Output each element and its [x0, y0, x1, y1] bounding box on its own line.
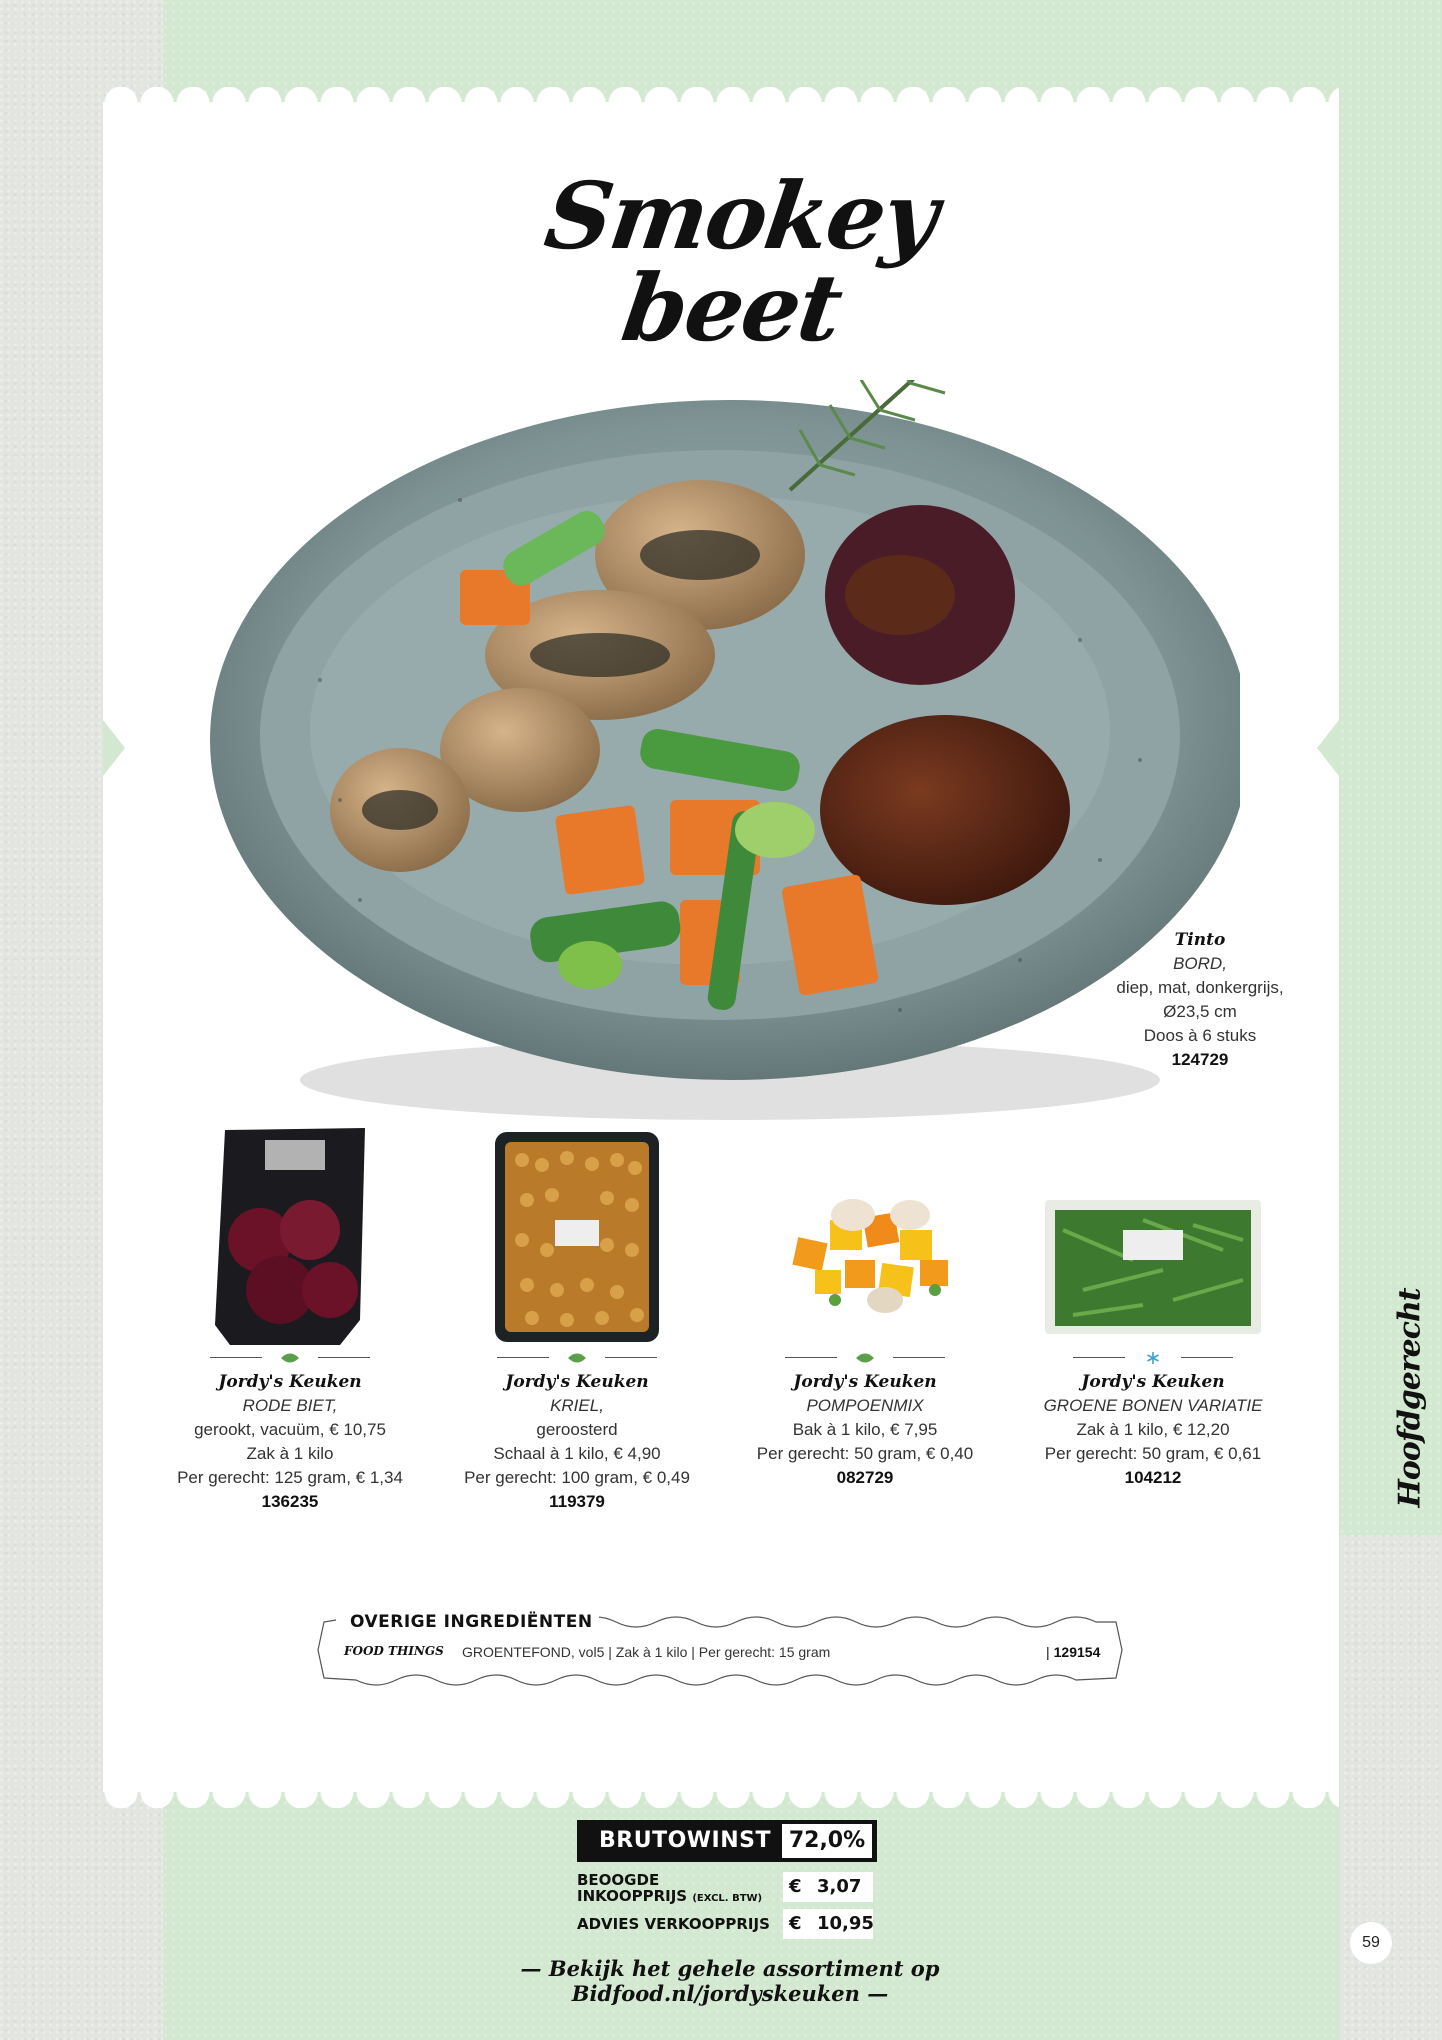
- card-scallop-top: [103, 87, 1339, 103]
- product-line: gerookt, vacuüm, € 10,75: [194, 1420, 386, 1439]
- plate-pack: Doos à 6 stuks: [1143, 1026, 1257, 1045]
- leaf-icon: [855, 1352, 875, 1364]
- gross-margin-label: BRUTOWINST: [599, 1828, 771, 1853]
- product-divider: [1073, 1352, 1233, 1364]
- purchase-price-label: [577, 1872, 762, 1907]
- purchase-currency: €: [789, 1876, 802, 1897]
- product-code: 119379: [549, 1492, 605, 1511]
- product-name: KRIEL,: [550, 1396, 604, 1415]
- card-notch-left: [103, 720, 125, 776]
- purchase-label-line-1: BEOOGDE: [577, 1871, 660, 1889]
- gross-margin-row: [577, 1820, 877, 1862]
- section-label: [1370, 1288, 1430, 1510]
- plate-illustration: [200, 380, 1240, 1140]
- product-brand: Jordy's Keuken: [505, 1372, 649, 1392]
- title-line-1: Smokey: [538, 162, 943, 270]
- purchase-label-note: (EXCL. BTW): [692, 1893, 763, 1904]
- recipe-title: [527, 162, 943, 362]
- product-code: 104212: [1124, 1468, 1182, 1487]
- product-line: Bak à 1 kilo, € 7,95: [792, 1420, 938, 1439]
- title-line-2: beet: [615, 254, 848, 362]
- snowflake-icon: [1143, 1352, 1163, 1364]
- plate-description: diep, mat, donkergrijs,: [1116, 978, 1284, 997]
- footer-cta[interactable]: — Bekijk het gehele assortiment op Bidfood.nl/jordyskeuken —: [520, 1956, 940, 2006]
- other-ingredients-description: GROENTEFOND, vol5 | Zak à 1 kilo | Per gerecht: 15 gram: [462, 1644, 831, 1660]
- product-line: Per gerecht: 125 gram, € 1,34: [177, 1468, 403, 1487]
- product-brand: Jordy's Keuken: [1081, 1372, 1225, 1392]
- other-ingredients: [316, 1610, 1124, 1690]
- gross-margin-value: 72,0%: [782, 1824, 872, 1858]
- dish-photo: [200, 380, 1240, 1140]
- card-scallop-bottom: [103, 1792, 1339, 1808]
- code-separator: |: [1046, 1644, 1050, 1660]
- product-brand: Jordy's Keuken: [793, 1372, 937, 1392]
- product-image-pompoenmix: [735, 1120, 995, 1350]
- other-ingredients-heading: OVERIGE INGREDIËNTEN: [344, 1612, 599, 1632]
- card-notch-right: [1317, 720, 1339, 776]
- advice-currency: €: [789, 1913, 802, 1934]
- product-image-groene-bonen: [1023, 1120, 1283, 1350]
- product-image-kriel: [447, 1120, 707, 1350]
- other-ingredients-code: [1046, 1644, 1100, 1660]
- product-line: geroosterd: [536, 1420, 618, 1439]
- section-label-text: Hoofdgerecht: [1392, 1288, 1428, 1508]
- product-image-beets: [160, 1120, 420, 1350]
- product-brand: Jordy's Keuken: [218, 1372, 362, 1392]
- advice-value: 10,95: [817, 1913, 874, 1934]
- purchase-label-line-2: [577, 1888, 762, 1907]
- product-divider: [497, 1352, 657, 1364]
- purchase-label-main: INKOOPPRIJS: [577, 1887, 688, 1905]
- product-code: 082729: [836, 1468, 894, 1487]
- plate-code: 124729: [1171, 1050, 1229, 1069]
- plate-name: BORD,: [1173, 954, 1227, 973]
- advice-price-label: ADVIES VERKOOPPRIJS: [577, 1915, 770, 1933]
- plate-info: [1100, 928, 1300, 1072]
- leaf-icon: [567, 1352, 587, 1364]
- purchase-price: [783, 1872, 873, 1902]
- plate-size: Ø23,5 cm: [1163, 1002, 1237, 1021]
- product-name: GROENE BONEN VARIATIE: [1043, 1396, 1263, 1415]
- product-code: 136235: [261, 1492, 319, 1511]
- plate-brand: Tinto: [1174, 930, 1226, 950]
- product-line: Schaal à 1 kilo, € 4,90: [493, 1444, 661, 1463]
- product-line: Per gerecht: 50 gram, € 0,40: [756, 1444, 974, 1463]
- leaf-icon: [280, 1352, 300, 1364]
- product-name: RODE BIET,: [242, 1396, 338, 1415]
- advice-price: [783, 1909, 873, 1939]
- other-ingredients-brand: FOOD THINGS: [344, 1644, 444, 1658]
- product-list: [160, 1120, 1280, 1520]
- code-value: 129154: [1053, 1644, 1101, 1660]
- product-line: Zak à 1 kilo, € 12,20: [1076, 1420, 1230, 1439]
- page-number: 59: [1350, 1922, 1392, 1964]
- product-name: POMPOENMIX: [806, 1396, 924, 1415]
- product-line: Per gerecht: 100 gram, € 0,49: [464, 1468, 690, 1487]
- product-line: Per gerecht: 50 gram, € 0,61: [1044, 1444, 1262, 1463]
- product-line: Zak à 1 kilo: [246, 1444, 334, 1463]
- product-divider: [785, 1352, 945, 1364]
- product-divider: [210, 1352, 370, 1364]
- purchase-value: 3,07: [817, 1876, 862, 1897]
